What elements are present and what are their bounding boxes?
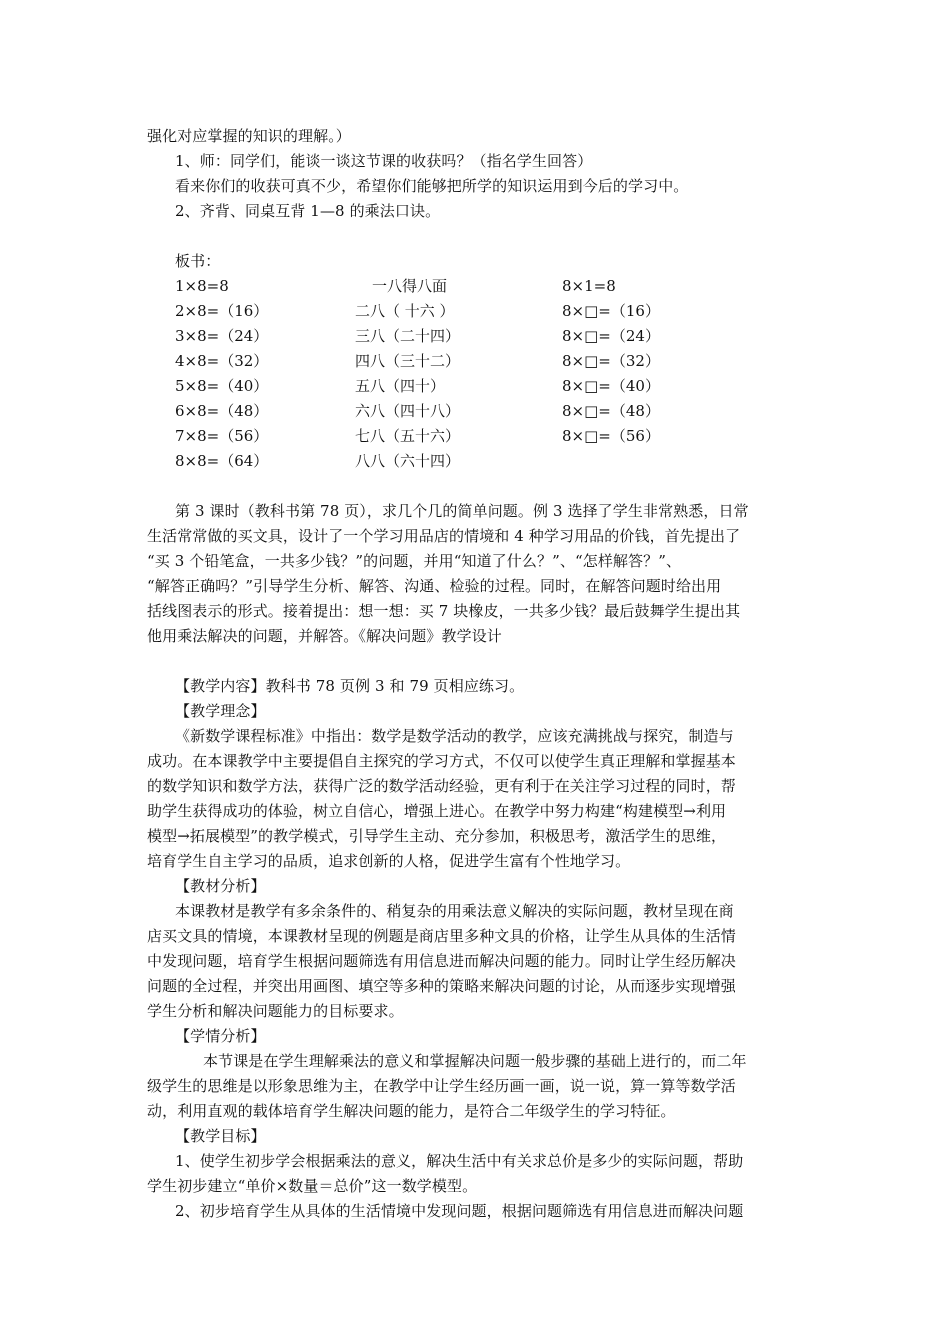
design-line: 店买文具的情境，本课教材呈现的例题是商店里多种文具的价格，让学生从具体的生活情 xyxy=(147,927,736,945)
design-line: 本课教材是教学有多余条件的、稍复杂的用乘法意义解决的实际问题，教材呈现在商 xyxy=(175,902,734,920)
design-line: 2、初步培育学生从具体的生活情境中发现问题，根据问题筛选有用信息进而解决问题 xyxy=(175,1202,744,1220)
board-equation: 5×8=（40） xyxy=(175,377,269,395)
lesson3-line: “解答正确吗？”引导学生分析、解答、沟通、检验的过程。同时，在解答问题时给出用 xyxy=(147,577,722,595)
design-line: 助学生获得成功的体验，树立自信心，增强上进心。在教学中努力构建“构建模型→利用 xyxy=(147,802,727,820)
board-rhyme: 四八（三十二） xyxy=(355,352,461,370)
section-heading-philosophy: 【教学理念】 xyxy=(175,702,266,720)
intro-line: 看来你们的收获可真不少，希望你们能够把所学的知识运用到今后的学习中。 xyxy=(175,177,689,195)
section-heading-material: 【教材分析】 xyxy=(175,877,266,895)
design-line: 《新数学课程标准》中指出：数学是数学活动的教学，应该充满挑战与探究，制造与 xyxy=(175,727,734,745)
board-equation: 4×8=（32） xyxy=(175,352,269,370)
design-line: 动，利用直观的载体培育学生解决问题的能力，是符合二年级学生的学习特征。 xyxy=(147,1102,676,1120)
design-line: 学生分析和解决问题能力的目标要求。 xyxy=(147,1002,404,1020)
board-equation: 8×8=（64） xyxy=(175,452,269,470)
design-line: 中发现问题，培育学生根据问题筛选有用信息进而解决问题的能力。同时让学生经历解决 xyxy=(147,952,736,970)
board-equation: 2×8=（16） xyxy=(175,302,269,320)
section-heading-goals: 【教学目标】 xyxy=(175,1127,266,1145)
board-fill: 8×□=（32） xyxy=(562,352,660,370)
intro-line: 1、师：同学们，能谈一谈这节课的收获吗？（指名学生回答） xyxy=(175,152,593,170)
design-line: 本节课是在学生理解乘法的意义和掌握解决问题一般步骤的基础上进行的，而二年 xyxy=(203,1052,747,1070)
board-fill: 8×1=8 xyxy=(562,277,616,295)
lesson3-line: 括线图表示的形式。接着提出：想一想：买 7 块橡皮，一共多少钱？最后鼓舞学生提出其 xyxy=(147,602,741,620)
board-rhyme: 三八（二十四） xyxy=(355,327,461,345)
lesson3-line: “买 3 个铅笔盒，一共多少钱？”的问题，并用“知道了什么？”、“怎样解答？”、 xyxy=(147,552,682,570)
design-line: 问题的全过程，并突出用画图、填空等多种的策略来解决问题的讨论，从而逐步实现增强 xyxy=(147,977,736,995)
lesson3-line: 他用乘法解决的问题，并解答。《解决问题》教学设计 xyxy=(147,627,502,645)
design-line: 培育学生自主学习的品质，追求创新的人格，促进学生富有个性地学习。 xyxy=(147,852,631,870)
design-line: 级学生的思维是以形象思维为主，在教学中让学生经历画一画，说一说，算一算等数学活 xyxy=(147,1077,736,1095)
board-rhyme: 二八（ 十六 ） xyxy=(355,302,455,320)
design-line: 1、使学生初步学会根据乘法的意义，解决生活中有关求总价是多少的实际问题，帮助 xyxy=(175,1152,744,1170)
section-heading-students: 【学情分析】 xyxy=(175,1027,266,1045)
board-equation: 7×8=（56） xyxy=(175,427,269,445)
design-line: 模型→拓展模型”的教学模式，引导学生主动、充分参加，积极思考，激活学生的思维， xyxy=(147,827,727,845)
lesson3-line: 生活常常做的买文具，设计了一个学习用品店的情境和 4 种学习用品的价钱，首先提出了 xyxy=(147,527,741,545)
lesson3-line: 第 3 课时（教科书第 78 页），求几个几的简单问题。例 3 选择了学生非常熟悉，日常 xyxy=(175,502,749,520)
board-fill: 8×□=（40） xyxy=(562,377,660,395)
design-line: 学生初步建立“单价×数量＝总价”这一数学模型。 xyxy=(147,1177,478,1195)
board-title: 板书： xyxy=(175,252,221,270)
board-rhyme: 八八（六十四） xyxy=(355,452,461,470)
board-rhyme: 六八（四十八） xyxy=(355,402,461,420)
board-rhyme: 一八得八面 xyxy=(372,277,448,295)
section-heading-content: 【教学内容】教科书 78 页例 3 和 79 页相应练习。 xyxy=(175,677,525,695)
board-rhyme: 七八（五十六） xyxy=(355,427,461,445)
design-line: 的数学知识和数学方法，获得广泛的数学活动经验，更有利于在关注学习过程的同时，帮 xyxy=(147,777,736,795)
board-equation: 3×8=（24） xyxy=(175,327,269,345)
board-fill: 8×□=（16） xyxy=(562,302,660,320)
intro-line: 强化对应掌握的知识的理解。） xyxy=(147,127,351,145)
board-equation: 6×8=（48） xyxy=(175,402,269,420)
intro-line: 2、齐背、同桌互背 1—8 的乘法口诀。 xyxy=(175,202,441,220)
board-equation: 1×8=8 xyxy=(175,277,229,295)
board-fill: 8×□=（48） xyxy=(562,402,660,420)
design-line: 成功。在本课教学中主要提倡自主探究的学习方式，不仅可以使学生真正理解和掌握基本 xyxy=(147,752,736,770)
board-fill: 8×□=（56） xyxy=(562,427,660,445)
board-fill: 8×□=（24） xyxy=(562,327,660,345)
board-rhyme: 五八（四十） xyxy=(355,377,446,395)
